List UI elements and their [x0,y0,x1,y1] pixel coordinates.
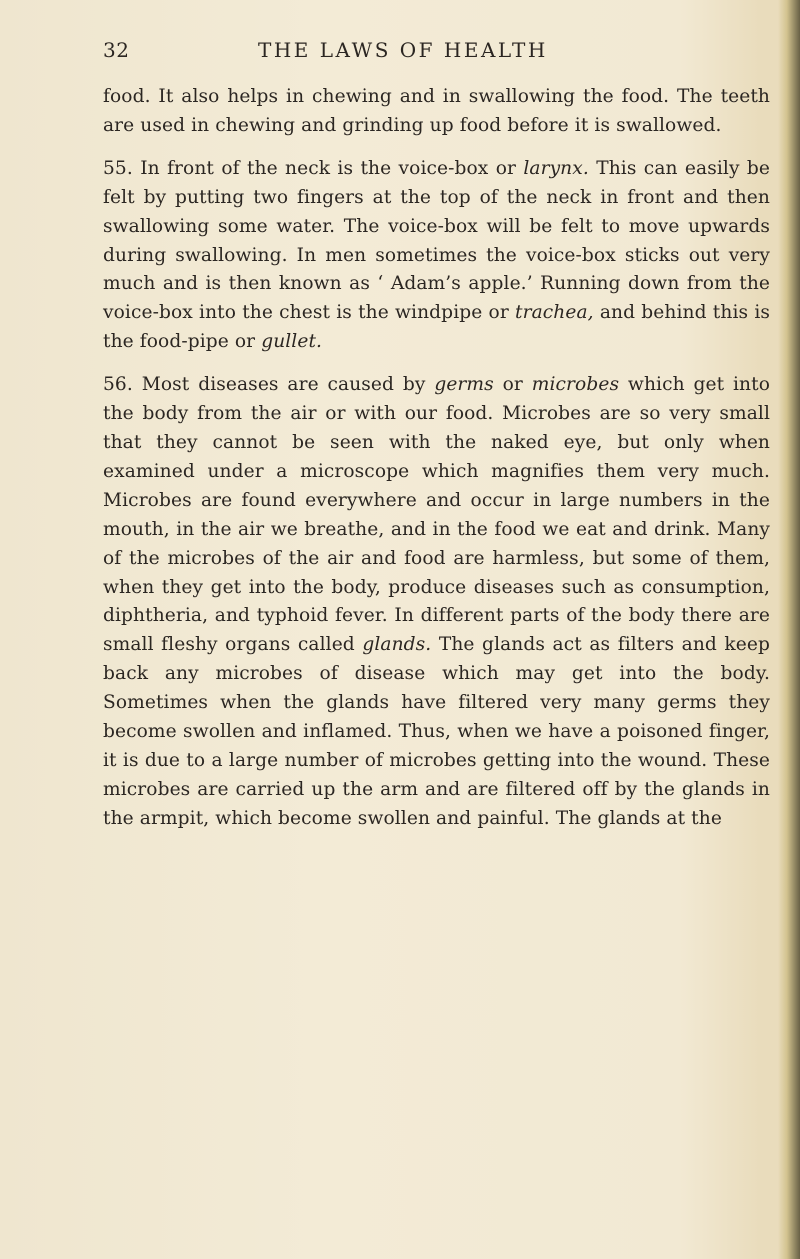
body-text [103,83,770,834]
text-segment: 56. Most diseases are caused by [103,374,435,396]
text-segment: or [493,374,532,396]
page-number: 32 [103,38,130,62]
paragraph-56 [103,371,770,834]
text-segment: The glands act as filters and keep back any microbes of disease which may get into the body. Sometimes when the glands have filtered very many germs they become swollen and inflamed. Thus, when we have a poisoned finger, it is due to a large number of microbes getting into the wound. These microbes are carried up the arm and are filtered off by the glands in the armpit, which become swollen and painful. The glands at the [103,634,771,829]
italic-term-microbes: microbes [531,374,620,396]
page-edge-shadow [778,0,800,1259]
running-head: THE LAWS OF HEALTH [258,38,548,62]
text-segment: This can easily be felt by putting two fingers at the top of the neck in front and then swallowing some water. The voice-box will be felt to move upwards during swallowing. In men sometimes the voice-box sticks out very much and is then known as ‘ Adam’s apple.’ Running down from the voice-box into the chest is the windpipe or [103,157,770,324]
text-segment: and behind this is the food-pipe or [103,302,771,353]
paragraph-55 [103,155,770,357]
italic-term-germs: germs [434,374,494,396]
italic-term-larynx: larynx. [523,157,589,179]
italic-term-trachea: trachea, [515,302,594,324]
paragraph [103,83,770,141]
italic-term-gullet: gullet. [261,331,323,353]
text-segment: food. It also helps in chewing and in swallowing the food. The teeth are used in chewing and grinding up food before it is swallowed. [103,86,770,136]
italic-term-glands: glands. [362,634,432,656]
page-header [103,38,773,68]
text-segment: 55. In front of the neck is the voice-box or [103,157,524,179]
text-segment: which get into the body from the air or with our food. Microbes are so very small that they cannot be seen with the naked eye, but only when examined under a microscope which magnifies them very much. Microbes are found everywhere and occur in large numbers in the mouth, in the air we breathe, and in the food we eat and drink. Many of the microbes of the air and food are harmless, but some of them, when they get into the body, produce diseases such as consumption, diphtheria, and typhoid fever. In different parts of the body there are small fleshy organs called [103,374,770,656]
